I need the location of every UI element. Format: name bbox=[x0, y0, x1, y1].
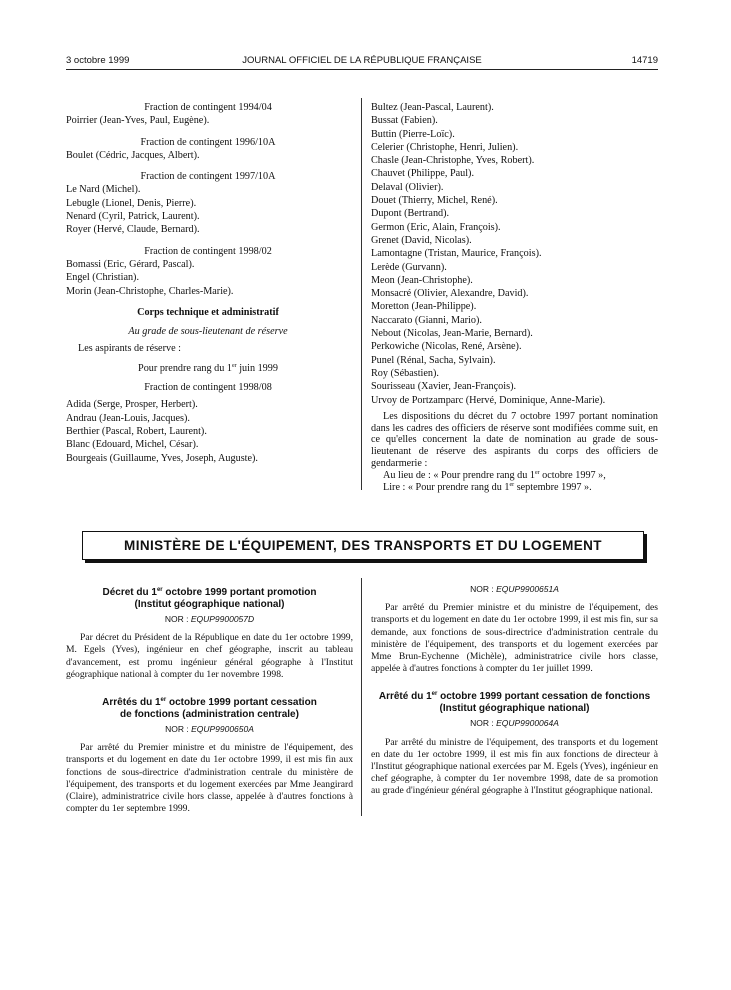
arrete-title-a: Arrêté du 1 bbox=[378, 691, 432, 703]
name-entry: Nebout (Nicolas, Jean-Marie, Bernard). bbox=[371, 328, 533, 340]
name-entry: Adida (Serge, Prosper, Herbert). bbox=[66, 399, 198, 411]
header-rule bbox=[66, 69, 658, 70]
rang-suffix: juin 1999 bbox=[236, 362, 278, 374]
name-entry: Berthier (Pascal, Robert, Laurent). bbox=[66, 425, 207, 437]
name-entry: Buttin (Pierre-Loïc). bbox=[371, 128, 455, 140]
decree-title-b: octobre 1999 portant promotion bbox=[162, 587, 317, 598]
name-entry: Chasle (Jean-Christophe, Yves, Robert). bbox=[371, 155, 535, 167]
ministry-title: MINISTÈRE DE L'ÉQUIPEMENT, DES TRANSPORTS ET DU LOGEMENT bbox=[124, 538, 602, 553]
name-entry: Bourgeais (Guillaume, Yves, Joseph, Auguste). bbox=[66, 452, 258, 464]
arrete-paragraph: Par arrêté du Premier ministre et du ministre de l'équipement, des transports et du logement en date du 1er octobre 1999, il est mis fin aux fonctions de sous-directrice d'administration centrale du ministère de l'équipement, des transports et du logement exercées par Mme Jeangirard (Claire), administratrice civile hors classe, appelée à d'autres fonctions à compter du 1er septembre 1999. bbox=[66, 742, 353, 815]
arrete-paragraph: Par arrêté du Premier ministre et du ministre de l'équipement, des transports et du logement en date du 1er octobre 1999, il est mis fin, sur sa demande, aux fonctions de sous-directrice d'administration centrale du ministère de l'équipement, des transports et du logement exercées par Mme Brun-Eychenne (Michèle), administratrice civile hors classe, appelée à d'autres fonctions à compter du 1er juillet 1999. bbox=[371, 602, 658, 675]
au-lieu-suffix: octobre 1997 », bbox=[539, 469, 606, 481]
corps-title: Corps technique et administratif bbox=[137, 306, 279, 318]
name-entry: Le Nard (Michel). bbox=[66, 184, 141, 196]
header-date: 3 octobre 1999 bbox=[66, 55, 130, 66]
nor-reference bbox=[66, 723, 353, 735]
rang-sup: er bbox=[231, 362, 237, 369]
name-entry: Engel (Christian). bbox=[66, 272, 139, 284]
name-entry: Grenet (David, Nicolas). bbox=[371, 234, 472, 246]
lire-prefix: Lire : « Pour prendre rang du 1 bbox=[383, 481, 510, 493]
group-heading: Fraction de contingent 1998/08 bbox=[144, 382, 272, 394]
decree-paragraph: Par décret du Président de la République en date du 1er octobre 1999, M. Egels (Yves), ingénieur en chef géographe, inscrit au tableau d'avancement, est promu ingénieur général géographe à l'Institut géographique national à compter du 1er novembre 1998. bbox=[66, 632, 353, 680]
nor-reference bbox=[66, 613, 353, 625]
name-entry: Boulet (Cédric, Jacques, Albert). bbox=[66, 149, 200, 161]
nor-reference bbox=[371, 583, 658, 595]
lire-line bbox=[371, 482, 658, 494]
header-page-number: 14719 bbox=[631, 55, 658, 66]
name-entry: Roy (Sébastien). bbox=[371, 367, 439, 379]
rang-line bbox=[66, 362, 350, 375]
nor-code: EQUP9900064A bbox=[496, 718, 559, 729]
name-entry: Delaval (Olivier). bbox=[371, 181, 444, 193]
arrete-title-b: octobre 1999 portant cessation de fonctions bbox=[437, 691, 651, 703]
name-entry: Lerède (Gurvann). bbox=[371, 261, 447, 273]
name-entry: Meon (Jean-Christophe). bbox=[371, 274, 473, 286]
arrete-title-line2: (Institut géographique national) bbox=[439, 702, 590, 714]
name-entry: Morin (Jean-Christophe, Charles-Marie). bbox=[66, 285, 234, 297]
name-entry: Poirrier (Jean-Yves, Paul, Eugène). bbox=[66, 115, 210, 127]
arrete-title-sup: er bbox=[431, 691, 438, 698]
name-entry: Bomassi (Eric, Gérard, Pascal). bbox=[66, 258, 195, 270]
au-lieu-line bbox=[371, 470, 658, 482]
group-heading: Fraction de contingent 1998/02 bbox=[144, 245, 272, 257]
au-lieu-sup: er bbox=[534, 469, 540, 476]
name-entry: Royer (Hervé, Claude, Bernard). bbox=[66, 224, 200, 236]
group-heading: Fraction de contingent 1996/10A bbox=[140, 136, 276, 148]
ministry-banner bbox=[82, 531, 644, 560]
name-entry: Lebugle (Lionel, Denis, Pierre). bbox=[66, 197, 197, 209]
name-entry: Germon (Eric, Alain, François). bbox=[371, 221, 501, 233]
name-entry: Urvoy de Portzamparc (Hervé, Dominique, Anne-Marie). bbox=[371, 394, 606, 406]
nor-label: NOR : bbox=[470, 718, 497, 729]
nor-label: NOR : bbox=[164, 614, 191, 624]
nor-code: EQUP9900651A bbox=[496, 584, 559, 594]
name-entry: Celerier (Christophe, Henri, Julien). bbox=[371, 141, 519, 153]
au-lieu-prefix: Au lieu de : « Pour prendre rang du 1 bbox=[383, 469, 535, 481]
decree-title-line2: (Institut géographique national) bbox=[134, 598, 285, 610]
name-entry: Punel (Rénal, Sacha, Sylvain). bbox=[371, 354, 496, 366]
name-entry: Chauvet (Philippe, Paul). bbox=[371, 168, 474, 180]
nor-label: NOR : bbox=[470, 584, 497, 594]
aspirants-label: Les aspirants de réserve : bbox=[78, 343, 181, 355]
name-entry: Andrau (Jean-Louis, Jacques). bbox=[66, 412, 190, 424]
name-entry: Nenard (Cyril, Patrick, Laurent). bbox=[66, 211, 200, 223]
arrete-title bbox=[371, 691, 658, 714]
lire-sup: er bbox=[509, 481, 515, 488]
decree-title-a: Décret du 1 bbox=[102, 587, 157, 598]
name-entry: Naccarato (Gianni, Mario). bbox=[371, 314, 482, 326]
dispositions-paragraph: Les dispositions du décret du 7 octobre 1997 portant nomination dans les cadres des officiers de réserve sont modifiées comme suit, en ce qu'elles concernent la date de nomination au grade de sous-lieutenant de réserve des aspirants du corps des officiers de gendarmerie : bbox=[371, 410, 658, 470]
name-entry: Blanc (Edouard, Michel, César). bbox=[66, 439, 199, 451]
page-header bbox=[66, 55, 658, 69]
name-entry: Moretton (Jean-Philippe). bbox=[371, 301, 477, 313]
left-column bbox=[66, 101, 350, 465]
arrete-paragraph: Par arrêté du ministre de l'équipement, des transports et du logement en date du 1er octobre 1999, il est mis fin aux fonctions de directeur à l'Institut géographique national exercées par M. Egels (Yves), ingénieur en chef géographe, à compter du 1er novembre 1998, date de sa promotion au grade d'ingénieur général géographe à l'Institut géographique national. bbox=[371, 736, 658, 797]
name-entry: Bussat (Fabien). bbox=[371, 115, 438, 127]
bottom-left-column bbox=[66, 587, 353, 815]
decree-title-sup: er bbox=[156, 587, 163, 593]
column-divider bbox=[361, 578, 362, 816]
name-entry: Perkowiche (Nicolas, René, Arsène). bbox=[371, 341, 522, 353]
column-divider bbox=[361, 98, 362, 490]
corps-subtitle: Au grade de sous-lieutenant de réserve bbox=[128, 326, 288, 338]
decree-title bbox=[66, 587, 353, 610]
arrete-title bbox=[66, 697, 353, 720]
nor-reference bbox=[371, 717, 658, 729]
name-entry: Sourisseau (Xavier, Jean-François). bbox=[371, 381, 517, 393]
arrete-title-b: octobre 1999 portant cessation bbox=[166, 697, 317, 709]
nor-code: EQUP9900057D bbox=[190, 614, 255, 624]
arrete-title-a: Arrêtés du 1 bbox=[102, 697, 161, 709]
group-heading: Fraction de contingent 1997/10A bbox=[140, 171, 276, 183]
rang-prefix: Pour prendre rang du 1 bbox=[138, 362, 232, 374]
group-heading: Fraction de contingent 1994/04 bbox=[144, 102, 272, 113]
nor-label: NOR : bbox=[165, 724, 192, 735]
name-entry: Dupont (Bertrand). bbox=[371, 208, 450, 220]
nor-code: EQUP9900650A bbox=[191, 724, 254, 735]
arrete-title-line2: de fonctions (administration centrale) bbox=[120, 708, 299, 720]
name-entry: Lamontagne (Tristan, Maurice, François). bbox=[371, 248, 542, 260]
name-entry: Monsacré (Olivier, Alexandre, David). bbox=[371, 288, 529, 300]
name-entry: Douet (Thierry, Michel, René). bbox=[371, 195, 498, 207]
header-journal-title: JOURNAL OFFICIEL DE LA RÉPUBLIQUE FRANÇAISE bbox=[242, 55, 482, 66]
right-column bbox=[371, 101, 658, 494]
arrete-title-sup: er bbox=[160, 697, 167, 704]
bottom-right-column bbox=[371, 583, 658, 798]
lire-suffix: septembre 1997 ». bbox=[514, 481, 592, 493]
name-entry: Bultez (Jean-Pascal, Laurent). bbox=[371, 102, 494, 113]
